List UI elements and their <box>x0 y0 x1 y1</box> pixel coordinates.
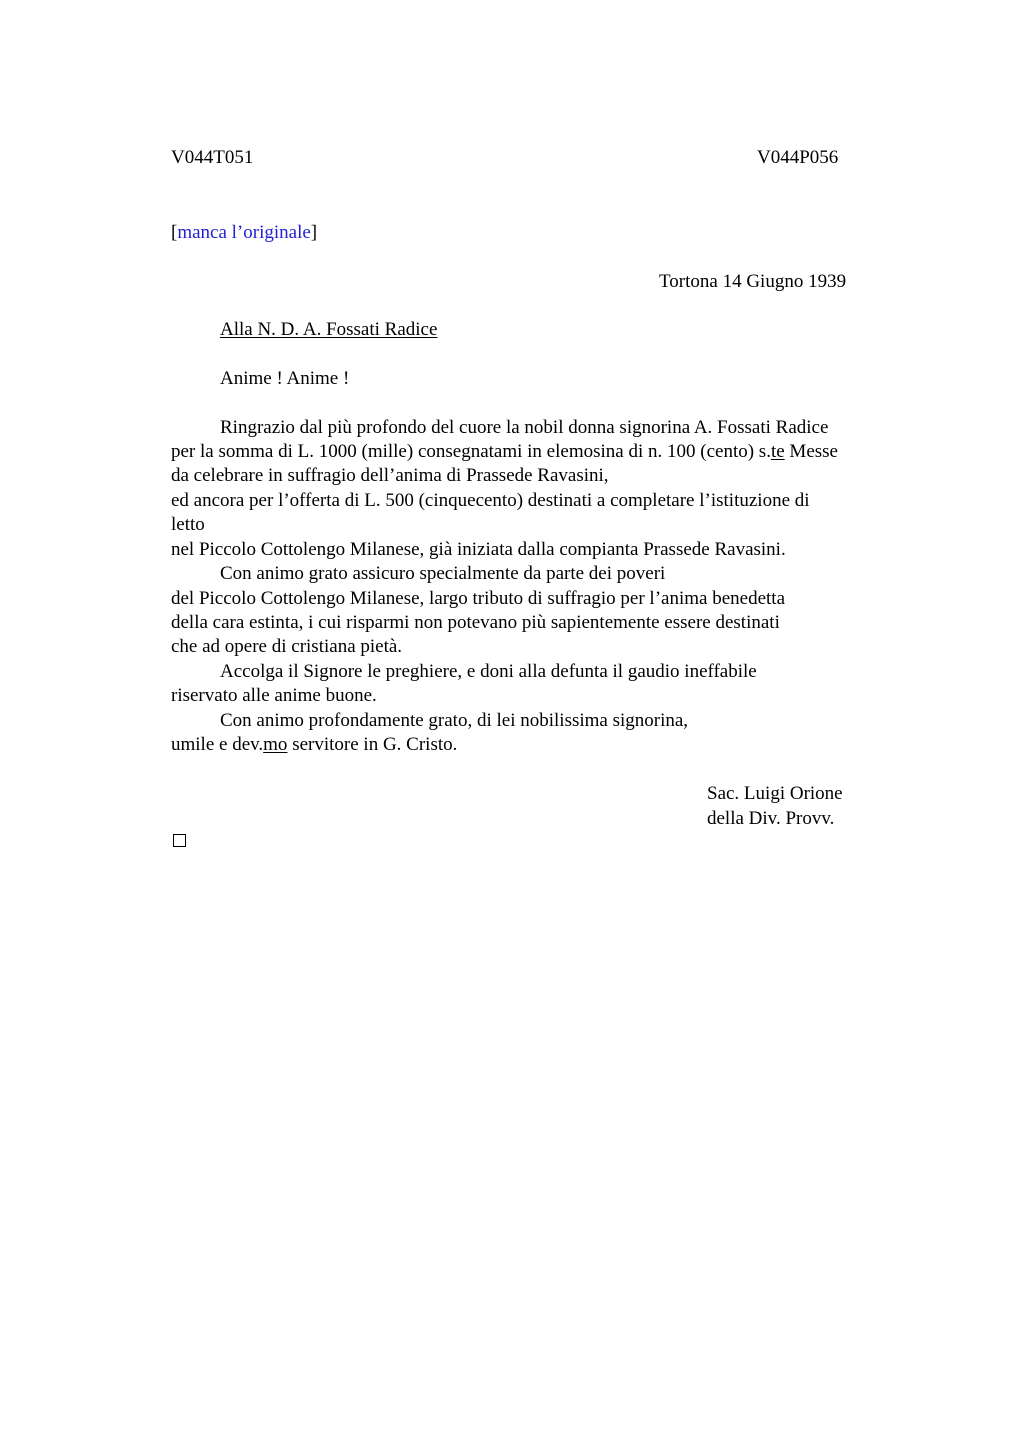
salutation: Anime ! Anime ! <box>220 368 350 389</box>
body-line-12: riservato alle anime buone. <box>171 685 377 706</box>
note-close-bracket: ] <box>310 222 318 243</box>
body-line-2-c: Messe <box>784 441 838 462</box>
signature-title: della Div. Provv. <box>707 808 835 829</box>
body-line-2-a: per la somma di L. 1000 (mille) consegnatami in elemosina di n. 100 (cento) s. <box>171 441 771 462</box>
body-line-11: Accolga il Signore le preghiere, e doni alla defunta il gaudio ineffabile <box>220 661 757 682</box>
abbrev-sante: te <box>770 441 785 462</box>
body-line-9: della cara estinta, i cui risparmi non potevano più sapientemente essere destinati <box>171 612 780 633</box>
abbrev-devotissimo: mo <box>263 734 288 755</box>
note-text: manca l’originale <box>177 222 311 243</box>
note-open-bracket: [ <box>171 222 178 243</box>
editorial-note <box>171 221 317 245</box>
body-line-13: Con animo profondamente grato, di lei nobilissima signorina, <box>220 710 689 731</box>
body-line-7: Con animo grato assicuro specialmente da parte dei poveri <box>220 563 666 584</box>
body-line-14-a: umile e dev. <box>171 734 264 755</box>
body-line-2 <box>171 440 838 464</box>
addressee: Alla N. D. A. Fossati Radice <box>220 319 438 340</box>
body-line-4: ed ancora per l’offerta di L. 500 (cinquecento) destinati a completare l’istituzione di <box>171 490 810 511</box>
document-code-right: V044P056 <box>757 147 839 168</box>
signature-name: Sac. Luigi Orione <box>707 783 843 804</box>
body-line-3: da celebrare in suffragio dell’anima di Prassede Ravasini, <box>171 465 609 486</box>
body-line-5: letto <box>171 514 205 535</box>
body-line-14-c: servitore in G. Cristo. <box>287 734 458 755</box>
end-marker-box-icon <box>173 834 186 847</box>
body-line-10: che ad opere di cristiana pietà. <box>171 636 403 657</box>
body-line-1: Ringrazio dal più profondo del cuore la nobil donna signorina A. Fossati Radice <box>220 417 829 438</box>
dateline: Tortona 14 Giugno 1939 <box>659 271 847 292</box>
body-line-6: nel Piccolo Cottolengo Milanese, già iniziata dalla compianta Prassede Ravasini. <box>171 539 786 560</box>
body-line-14 <box>171 733 457 757</box>
document-code-left: V044T051 <box>171 147 254 168</box>
body-line-8: del Piccolo Cottolengo Milanese, largo tributo di suffragio per l’anima benedetta <box>171 588 786 609</box>
